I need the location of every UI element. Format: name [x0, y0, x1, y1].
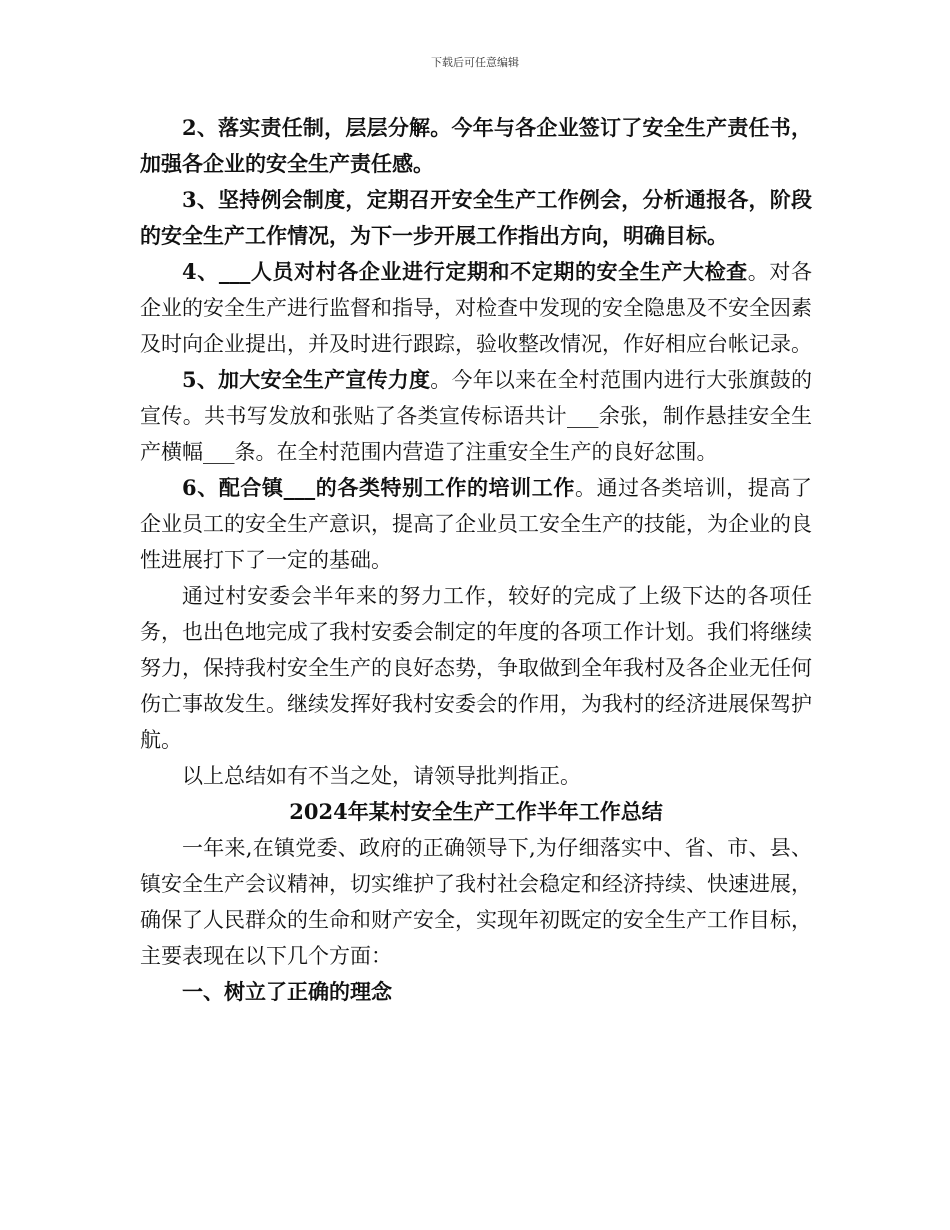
paragraph-9: 一年来,在镇党委、政府的正确领导下,为仔细落实中、省、市、县、镇安全生产会议精神，切实维护了我村社会稳定和经济持续、快速进展，确保了人民群众的生命和财产安全，实现年初既定的安全生产工作目标，主要表现在以下几个方面：	[140, 836, 812, 968]
paragraph-4-body: 。对各企业的安全生产进行监督和指导，对检查中发现的安全隐患及不安全因素及时向企业提出，并及时进行跟踪，验收整改情况，作好相应台帐记录。	[140, 260, 812, 356]
paragraph-5	[140, 362, 812, 470]
paragraph-5-heading: 5、加大安全生产宣传力度	[182, 367, 431, 392]
document-body	[140, 110, 812, 1010]
paragraph-6-heading: 6、配合镇___的各类特别工作的培训工作	[182, 475, 575, 500]
paragraph-6-body: 。通过各类培训，提高了企业员工的安全生产意识，提高了企业员工安全生产的技能，为企业的良性进展打下了一定的基础。	[140, 476, 812, 572]
page-header: 下载后可任意编辑	[431, 56, 519, 69]
paragraph-2: 2、落实责任制，层层分解。今年与各企业签订了安全生产责任书，加强各企业的安全生产责任感。	[140, 115, 812, 176]
paragraph-6	[140, 470, 812, 578]
paragraph-4-heading: 4、___人员对村各企业进行定期和不定期的安全生产大检查	[182, 259, 748, 284]
paragraph-7: 通过村安委会半年来的努力工作，较好的完成了上级下达的各项任务，也出色地完成了我村安委会制定的年度的各项工作计划。我们将继续努力，保持我村安全生产的良好态势，争取做到全年我村及各企业无任何伤亡事故发生。继续发挥好我村安委会的作用，为我村的经济进展保驾护航。	[140, 584, 812, 752]
paragraph-3: 3、坚持例会制度，定期召开安全生产工作例会，分析通报各，阶段的安全生产工作情况，为下一步开展工作指出方向，明确目标。	[140, 187, 812, 248]
paragraph-5-body: 。今年以来在全村范围内进行大张旗鼓的宣传。共书写发放和张贴了各类宣传标语共计___余张，制作悬挂安全生产横幅___条。在全村范围内营造了注重安全生产的良好忿围。	[140, 368, 812, 464]
document-title: 2024年某村安全生产工作半年工作总结	[289, 799, 663, 824]
paragraph-8: 以上总结如有不当之处，请领导批判指正。	[182, 764, 581, 788]
section-heading-1: 一、树立了正确的理念	[182, 979, 392, 1004]
paragraph-4	[140, 254, 812, 362]
